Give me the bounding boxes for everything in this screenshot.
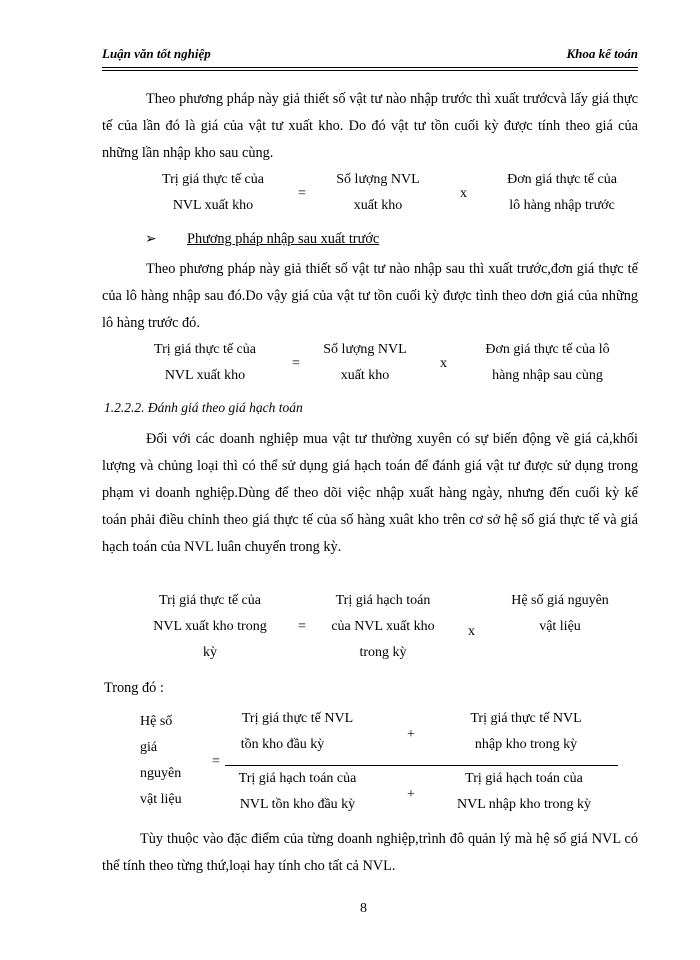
formula1-term1-line2: NVL xuất kho bbox=[172, 198, 254, 213]
formula2-term2-line2: xuất kho bbox=[340, 368, 390, 383]
formula1-term3-line2: lô hàng nhập trước bbox=[509, 198, 615, 213]
formula4-lhs-line3: nguyên bbox=[140, 766, 182, 781]
formula4-num-plus: + bbox=[407, 727, 415, 742]
bullet-arrow-icon: ➢ bbox=[145, 232, 157, 247]
formula2-multiply: x bbox=[440, 356, 447, 371]
formula4-num1-line1: Trị giá thực tế NVL bbox=[241, 711, 354, 726]
header-rule bbox=[102, 67, 638, 68]
formula3-term3-line1: Hệ số giá nguyên bbox=[511, 593, 609, 608]
formula2-equals: = bbox=[292, 356, 300, 371]
formula3-term2-line2: của NVL xuất kho bbox=[331, 619, 435, 634]
formula1-term1-line1: Trị giá thực tế của bbox=[162, 172, 264, 187]
header-right: Khoa kế toán bbox=[566, 46, 638, 61]
paragraph-4: Tùy thuộc vào đặc điểm của từng doanh nghiệp,trình đô quản lý mà hệ số giá NVL có thể tính theo từng thứ,loại hay tính cho tất cả NVL. bbox=[102, 831, 638, 874]
formula4-den2-line2: NVL nhập kho trong kỳ bbox=[456, 797, 592, 812]
formula3-equals: = bbox=[298, 619, 306, 634]
formula4-equals: = bbox=[212, 754, 220, 769]
formula3-term1-line1: Trị giá thực tế của bbox=[159, 593, 261, 608]
formula4-num1-line2: tồn kho đầu kỳ bbox=[240, 737, 325, 752]
formula2-term3-line2: hàng nhập sau cùng bbox=[492, 368, 603, 383]
formula2-term1-line1: Trị giá thực tế của bbox=[154, 342, 256, 357]
formula4-den1-line1: Trị giá hạch toán của bbox=[238, 771, 357, 786]
formula4-lhs-line1: Hệ số bbox=[140, 714, 173, 729]
header-rule-thin bbox=[102, 70, 638, 71]
formula4-den2-line1: Trị giá hạch toán của bbox=[465, 771, 583, 786]
paragraph-3: Đối với các doanh nghiệp mua vật tư thường xuyên có sự biến động về giá cả,khối lượng và chủng loại thì có thể sử dụng giá hạch toán để đánh giá vật tư được sử dụng trong phạm vi doanh nghiệp.Dùng để theo dõi việc nhập xuất hàng ngày, nhưng đến cuối kỳ kế toán phải điều chỉnh theo giá thực tế của số hàng xuât kho trên cơ sở hệ số giá thực tế và giá hạch toán của NVL luân chuyển trong kỳ. bbox=[102, 431, 638, 555]
paragraph-1: Theo phương pháp này giả thiết số vật tư nào nhập trước thì xuất trướcvà lấy giá thực tế của lần đó là giá của vật tư xuất kho. Do đó vật tư tồn cuối kỳ được tính theo giá của những lần nhập kho sau cùng. bbox=[102, 91, 638, 161]
formula4-den-plus: + bbox=[407, 787, 415, 802]
formula2-term2-line1: Số lượng NVL bbox=[323, 342, 407, 357]
formula3-term1-line2: NVL xuất kho trong bbox=[153, 619, 267, 634]
formula2-term1-line2: NVL xuất kho bbox=[164, 368, 246, 383]
formula3-term2-line3: trong kỳ bbox=[359, 645, 407, 660]
header-left: Luận văn tốt nghiệp bbox=[102, 46, 211, 61]
trong-do-label: Trong đó : bbox=[104, 680, 164, 696]
formula1-equals: = bbox=[298, 186, 306, 201]
formula3-term2-line1: Trị giá hạch toán bbox=[335, 593, 431, 608]
formula1-term2-line2: xuất kho bbox=[353, 198, 403, 213]
formula2-term3-line1: Đơn giá thực tế của lô bbox=[485, 342, 610, 357]
paragraph-2: Theo phương pháp này giả thiết số vật tư nào nhập sau thì xuất trước,đơn giá thực tế của lô hàng nhập sau đó.Do vậy giá của vật tư tồn cuối kỳ được tình theo dơn giá của những lô hàng trước đó. bbox=[102, 261, 638, 331]
formula3-multiply: x bbox=[468, 624, 475, 639]
formula1-multiply: x bbox=[460, 186, 467, 201]
formula4-num2-line1: Trị giá thực tế NVL bbox=[470, 711, 582, 726]
formula1-term3-line1: Đơn giá thực tế của bbox=[507, 172, 617, 187]
formula4-den1-line2: NVL tồn kho đầu kỳ bbox=[239, 797, 356, 812]
formula4-fraction-bar bbox=[225, 765, 618, 766]
formula3-term1-line3: kỳ bbox=[203, 645, 217, 660]
bullet-heading: Phương pháp nhập sau xuất trước bbox=[187, 231, 380, 247]
formula1-term2-line1: Số lượng NVL bbox=[336, 172, 420, 187]
page-number: 8 bbox=[360, 901, 367, 916]
formula4-num2-line2: nhập kho trong kỳ bbox=[474, 737, 578, 752]
formula4-lhs-line4: vật liệu bbox=[140, 792, 182, 807]
section-subheading: 1.2.2.2. Đánh giá theo giá hạch toán bbox=[104, 400, 303, 415]
formula3-term3-line2: vật liệu bbox=[539, 619, 581, 634]
formula4-lhs-line2: giá bbox=[140, 740, 158, 755]
